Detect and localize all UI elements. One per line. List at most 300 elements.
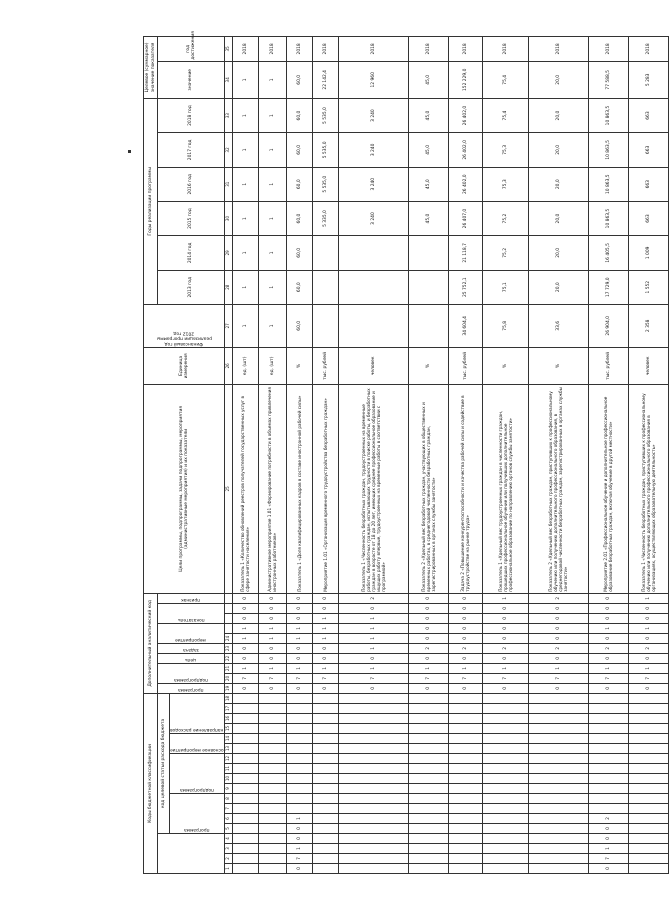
budget-code-cell: 1: [286, 844, 312, 854]
budget-code-cell: 0: [588, 864, 628, 874]
unit-column-header: Единица измерения: [144, 347, 225, 384]
budget-code-cell: [628, 854, 668, 864]
row-year-value: 1: [258, 236, 286, 270]
budget-code-cell: 0: [588, 824, 628, 834]
budget-code-cell: [482, 774, 528, 784]
column-number: 22: [224, 653, 232, 663]
row-final-value: 20,0: [528, 61, 588, 98]
row-unit: %: [528, 347, 588, 384]
budget-code-cell: [286, 744, 312, 754]
row-year-value: 75,2: [482, 201, 528, 235]
row-year-value: 3 240: [338, 167, 408, 201]
row-year-value: 5 535,0: [312, 133, 338, 167]
budget-code-cell: [232, 784, 258, 794]
row-year-value: 1: [258, 133, 286, 167]
analytic-code-cell: 0: [232, 683, 258, 693]
budget-code-cell: [482, 844, 528, 854]
budget-code-cell: [628, 734, 668, 744]
row-unit: тыс. рублей: [312, 347, 338, 384]
act-col-goal: цель: [158, 653, 225, 663]
analytic-code-cell: 0: [528, 633, 588, 643]
budget-code-cell: [338, 714, 408, 724]
budget-code-cell: [312, 764, 338, 774]
budget-code-cell: [448, 764, 482, 774]
year-2016-header: 2016 год: [158, 167, 225, 201]
row-final-year: 2018: [528, 37, 588, 62]
row-year-value: 16 405,5: [588, 236, 628, 270]
analytic-code-cell: 7: [448, 673, 482, 683]
code-col-main-event: основное мероприятие: [170, 734, 225, 754]
row-funding-2012: 33,6: [528, 304, 588, 347]
budget-code-cell: [232, 854, 258, 864]
budget-code-cell: [448, 814, 482, 824]
budget-code-cell: [258, 724, 286, 734]
budget-code-cell: [482, 814, 528, 824]
budget-code-cell: [482, 864, 528, 874]
budget-code-cell: [232, 764, 258, 774]
budget-code-cell: [448, 854, 482, 864]
row-final-year: 2018: [448, 37, 482, 62]
budget-code-cell: [338, 764, 408, 774]
column-number: 13: [224, 744, 232, 754]
analytic-code-cell: 0: [482, 633, 528, 643]
analytic-code-cell: 1: [312, 623, 338, 633]
row-year-value: 20,0: [528, 98, 588, 132]
budget-code-cell: [528, 834, 588, 844]
analytic-code-cell: 1: [258, 633, 286, 643]
row-name: Мероприятие 2.01 «Профессиональное обучение и дополнительное профессиональное образование безработных граждан, включая обучение в другой местности»: [588, 384, 628, 593]
budget-code-cell: [482, 784, 528, 794]
budget-code-cell: [482, 824, 528, 834]
analytic-code-cell: 7: [528, 673, 588, 683]
row-year-value: 663: [628, 201, 668, 235]
row-final-value: 45,0: [408, 61, 448, 98]
table-row: [408, 37, 448, 874]
analytic-code-cell: 0: [482, 653, 528, 663]
column-number: 19: [224, 683, 232, 693]
row-year-value: 1: [258, 201, 286, 235]
budget-code-cell: [408, 734, 448, 744]
budget-code-cell: [232, 844, 258, 854]
row-year-value: 75,1: [482, 270, 528, 304]
analytic-code-cell: 0: [312, 683, 338, 693]
row-year-value: 1: [258, 98, 286, 132]
budget-code-cell: [338, 734, 408, 744]
budget-code-cell: [338, 804, 408, 814]
budget-code-cell: [482, 724, 528, 734]
row-final-value: 60,0: [286, 61, 312, 98]
row-year-value: 20,0: [528, 236, 588, 270]
year-2018-header: 2018 год: [158, 98, 225, 132]
analytic-code-cell: 1: [338, 623, 408, 633]
budget-code-cell: [408, 794, 448, 804]
budget-code-cell: [312, 693, 338, 703]
analytic-code-cell: 0: [628, 683, 668, 693]
analytic-code-cell: 0: [528, 623, 588, 633]
analytic-code-cell: 1: [338, 633, 408, 643]
budget-code-cell: [286, 724, 312, 734]
analytic-code-cell: 0: [482, 613, 528, 623]
analytic-code-cell: 2: [628, 643, 668, 653]
row-year-value: 75,3: [482, 133, 528, 167]
analytic-code-cell: 0: [408, 593, 448, 603]
budget-code-cell: [232, 774, 258, 784]
column-number: 10: [224, 774, 232, 784]
row-final-year: 2018: [258, 37, 286, 62]
budget-code-cell: [482, 734, 528, 744]
budget-code-cell: [408, 834, 448, 844]
budget-code-cell: [338, 824, 408, 834]
analytic-code-cell: 0: [588, 653, 628, 663]
column-number: [224, 603, 232, 613]
budget-code-cell: [628, 693, 668, 703]
analytic-code-cell: 0: [588, 613, 628, 623]
row-name: Показатель 2 «Удельный вес безработных граждан, участвующих в общественных и временных работах, в среднегодовой численности безработных граждан, зарегистрированных в органах службы занятости»: [408, 384, 448, 593]
row-year-value: 75,3: [482, 167, 528, 201]
budget-code-cell: 1: [286, 814, 312, 824]
budget-code-cell: [528, 704, 588, 714]
row-final-value: 75,4: [482, 61, 528, 98]
row-year-value: 10 863,5: [588, 133, 628, 167]
analytic-code-cell: 1: [628, 623, 668, 633]
column-number: 5: [224, 824, 232, 834]
budget-code-cell: [628, 754, 668, 764]
budget-code-cell: [258, 844, 286, 854]
analytic-code-cell: 1: [286, 663, 312, 673]
analytic-code-cell: 0: [286, 603, 312, 613]
budget-code-cell: [286, 804, 312, 814]
budget-code-cell: [258, 774, 286, 784]
analytic-code-cell: 2: [528, 643, 588, 653]
budget-code-cell: [482, 764, 528, 774]
row-year-value: [408, 236, 448, 270]
budget-code-cell: [258, 734, 286, 744]
row-funding-2012: 34 604,4: [448, 304, 482, 347]
name-column-header: Цели программы, подпрограммы, задачи подпрограммы, мероприятия (административные мероприятия) и их показатели: [144, 384, 225, 593]
budget-code-cell: [312, 714, 338, 724]
row-name: Мероприятие 1.01 «Организация временного трудоустройства безработных граждан»: [312, 384, 338, 593]
row-funding-2012: 1: [232, 304, 258, 347]
row-year-value: 60,0: [286, 167, 312, 201]
budget-code-cell: [482, 794, 528, 804]
budget-code-cell: [312, 844, 338, 854]
analytic-code-cell: 1: [338, 643, 408, 653]
years-group-header: Годы реализации программы: [144, 98, 158, 304]
budget-code-cell: [408, 804, 448, 814]
row-year-value: 3 240: [338, 133, 408, 167]
row-funding-2012: 26 904,0: [588, 304, 628, 347]
analytic-code-cell: 0: [312, 603, 338, 613]
column-number: 34: [224, 61, 232, 98]
row-year-value: 45,0: [408, 133, 448, 167]
budget-code-cell: [258, 704, 286, 714]
budget-code-cell: [408, 824, 448, 834]
budget-code-cell: [232, 693, 258, 703]
analytic-code-cell: 0: [588, 603, 628, 613]
analytic-code-cell: 0: [286, 613, 312, 623]
analytic-code-cell: 2: [588, 643, 628, 653]
budget-code-cell: [628, 774, 668, 784]
budget-code-cell: [588, 784, 628, 794]
budget-code-cell: [628, 714, 668, 724]
budget-code-cell: [528, 693, 588, 703]
budget-code-cell: [628, 844, 668, 854]
budget-code-cell: [408, 774, 448, 784]
budget-code-cell: [528, 824, 588, 834]
budget-code-cell: [528, 734, 588, 744]
budget-code-cell: [408, 724, 448, 734]
row-year-value: [312, 236, 338, 270]
budget-code-cell: [312, 734, 338, 744]
row-year-value: 1 552: [628, 270, 668, 304]
budget-code-cell: [448, 724, 482, 734]
analytic-code-cell: 0: [482, 603, 528, 613]
budget-code-cell: [312, 804, 338, 814]
budget-code-cell: [482, 714, 528, 724]
analytic-code-cell: 0: [448, 633, 482, 643]
row-final-year: 2018: [408, 37, 448, 62]
budget-code-cell: [312, 774, 338, 784]
budget-code-cell: [338, 864, 408, 874]
row-name: Показатель 1 «Доля квалифицированных кадров в составе иностранной рабочей силы»: [286, 384, 312, 593]
budget-code-cell: [312, 794, 338, 804]
table-row: [628, 37, 668, 874]
analytic-code-cell: 0: [628, 613, 668, 623]
column-number: [224, 613, 232, 623]
row-year-value: 5 335,0: [312, 201, 338, 235]
row-year-value: 1 009: [628, 236, 668, 270]
budget-code-cell: [312, 704, 338, 714]
funding-2012-header: Финансовый год реализации программы 2012 год: [144, 304, 225, 347]
column-number: 9: [224, 784, 232, 794]
budget-code-cell: [482, 693, 528, 703]
column-number-row: [224, 37, 232, 874]
table-row: [232, 37, 258, 874]
budget-code-cell: [628, 724, 668, 734]
analytic-code-cell: 0: [338, 683, 408, 693]
row-funding-2012: [312, 304, 338, 347]
budget-code-cell: [628, 784, 668, 794]
analytic-code-cell: 0: [408, 613, 448, 623]
row-final-year: 2018: [338, 37, 408, 62]
target-article-header: код целевой статьи расхода бюджета: [158, 693, 170, 833]
analytic-code-cell: 0: [258, 643, 286, 653]
column-number: 3: [224, 844, 232, 854]
column-number: 26: [224, 347, 232, 384]
analytic-code-cell: 0: [312, 643, 338, 653]
budget-code-cell: [448, 864, 482, 874]
analytic-code-cell: 0: [258, 613, 286, 623]
act-col-task: задача: [158, 643, 225, 653]
budget-code-cell: [338, 774, 408, 784]
table-row: [448, 37, 482, 874]
table-row: [528, 37, 588, 874]
analytic-code-cell: 1: [338, 613, 408, 623]
row-year-value: 45,0: [408, 201, 448, 235]
analytic-code-cell: 2: [338, 593, 408, 603]
budget-code-cell: [258, 864, 286, 874]
row-year-value: [338, 270, 408, 304]
budget-code-cell: [588, 744, 628, 754]
row-funding-2012: 1: [258, 304, 286, 347]
budget-code-cell: [628, 704, 668, 714]
row-year-value: 3 240: [338, 201, 408, 235]
analytic-code-cell: 1: [312, 663, 338, 673]
budget-code-cell: [338, 693, 408, 703]
budget-code-cell: [588, 724, 628, 734]
budget-code-cell: [232, 754, 258, 764]
budget-code-cell: [528, 844, 588, 854]
analytic-code-cell: 0: [448, 603, 482, 613]
analytic-code-cell: 1: [232, 623, 258, 633]
column-number: 11: [224, 764, 232, 774]
row-unit: %: [482, 347, 528, 384]
analytic-code-cell: 0: [258, 653, 286, 663]
final-year-col-header: год достижения: [158, 37, 225, 62]
budget-code-cell: [258, 824, 286, 834]
row-unit: тыс. рублей: [588, 347, 628, 384]
budget-code-cell: [312, 814, 338, 824]
budget-code-cell: [528, 784, 588, 794]
program-indicators-table: [143, 31, 669, 874]
row-unit: %: [286, 347, 312, 384]
budget-code-cell: [448, 844, 482, 854]
analytic-code-cell: 0: [312, 653, 338, 663]
rotated-table-wrapper: [143, 31, 656, 874]
row-year-value: 1: [232, 167, 258, 201]
row-funding-2012: [408, 304, 448, 347]
year-2013-header: 2013 год: [158, 270, 225, 304]
budget-code-cell: [628, 764, 668, 774]
budget-code-cell: [258, 784, 286, 794]
budget-code-cell: [408, 754, 448, 764]
act-col-subprogram: подпрограмма: [158, 663, 225, 683]
row-year-value: 1: [232, 98, 258, 132]
budget-code-cell: [232, 724, 258, 734]
document-sheet: [143, 31, 656, 874]
budget-code-cell: [286, 754, 312, 764]
budget-code-cell: [258, 744, 286, 754]
row-final-value: 77 588,5: [588, 61, 628, 98]
budget-code-cell: [286, 693, 312, 703]
analytic-code-cell: 2: [528, 593, 588, 603]
budget-code-cell: [448, 774, 482, 784]
row-year-value: 21 118,7: [448, 236, 482, 270]
analytic-code-cell: 0: [448, 593, 482, 603]
budget-code-cell: [448, 754, 482, 764]
analytic-code-cell: 1: [482, 593, 528, 603]
budget-code-cell: [232, 864, 258, 874]
analytic-code-cell: 7: [482, 673, 528, 683]
row-funding-2012: 60,0: [286, 304, 312, 347]
analytic-code-cell: 0: [232, 653, 258, 663]
budget-code-cell: [628, 824, 668, 834]
row-year-value: 1: [232, 236, 258, 270]
row-name: Показатель 1 «Численность безработных граждан, приступивших к профессиональному обучению или получению дополнительного профессионального образования в организациях, осуществляющих образовательную деятельность»: [628, 384, 668, 593]
analytic-code-cell: 1: [232, 633, 258, 643]
analytic-code-cell: 0: [628, 653, 668, 663]
budget-code-cell: [338, 854, 408, 864]
row-year-value: 5 535,0: [312, 98, 338, 132]
budget-code-cell: [448, 834, 482, 844]
analytic-code-cell: 0: [286, 653, 312, 663]
row-year-value: 25 752,1: [448, 270, 482, 304]
column-number: 25: [224, 384, 232, 593]
act-col-flag: признак: [158, 593, 225, 603]
budget-code-cell: [232, 714, 258, 724]
column-number: 1: [224, 864, 232, 874]
row-name: Показатель 1 «Численность безработных граждан, трудоустроенных на временные работы, безработных граждан, испытывающих трудности в поиске работы, и безработных граждан в возрасте от 18 до 20 лет, имеющих среднее профессиональное образование и ищущих работу впервые, трудоустроенных на временные работы в соответствии с программой»: [338, 384, 408, 593]
budget-code-cell: [338, 844, 408, 854]
budget-code-cell: [338, 784, 408, 794]
row-final-value: 152 229,0: [448, 61, 482, 98]
budget-code-cell: [258, 814, 286, 824]
row-year-value: 1: [258, 270, 286, 304]
analytic-code-cell: 1: [628, 593, 668, 603]
budget-code-cell: [312, 724, 338, 734]
budget-code-cell: [286, 734, 312, 744]
budget-code-cell: [338, 724, 408, 734]
code-col-subprogram: подпрограмма: [170, 754, 225, 794]
budget-code-cell: 0: [286, 864, 312, 874]
budget-code-cell: [482, 744, 528, 754]
row-year-value: 663: [628, 133, 668, 167]
budget-code-cell: [286, 704, 312, 714]
budget-code-cell: [258, 714, 286, 724]
row-year-value: 26 402,0: [448, 167, 482, 201]
analytic-code-cell: 0: [408, 653, 448, 663]
budget-code-cell: [258, 693, 286, 703]
row-name: Показатель 1 «Количество обновлений реестров получателей государственных услуг в сфере занятости населения»: [232, 384, 258, 593]
column-number: 8: [224, 794, 232, 804]
budget-code-cell: [408, 764, 448, 774]
analytic-code-cell: 1: [338, 663, 408, 673]
budget-code-cell: [528, 814, 588, 824]
budget-code-cell: [408, 714, 448, 724]
column-number: [224, 623, 232, 633]
budget-code-cell: [312, 784, 338, 794]
budget-code-cell: [588, 704, 628, 714]
analytic-code-cell: 1: [232, 663, 258, 673]
budget-code-cell: [482, 854, 528, 864]
budget-code-cell: [338, 834, 408, 844]
budget-code-cell: [588, 693, 628, 703]
column-number: 30: [224, 201, 232, 235]
analytic-code-cell: 7: [312, 673, 338, 683]
analytic-code-cell: 0: [408, 633, 448, 643]
budget-code-cell: [628, 804, 668, 814]
budget-code-cell: [408, 814, 448, 824]
budget-code-cell: [448, 704, 482, 714]
budget-code-cell: [448, 744, 482, 754]
analytic-code-cell: 0: [528, 683, 588, 693]
budget-code-cell: [232, 804, 258, 814]
row-final-year: 2018: [232, 37, 258, 62]
column-number: 2: [224, 854, 232, 864]
column-number: 20: [224, 673, 232, 683]
budget-code-cell: [258, 804, 286, 814]
table-row: [286, 37, 312, 874]
table-row: [338, 37, 408, 874]
row-year-value: 10 863,5: [588, 98, 628, 132]
budget-code-cell: [286, 784, 312, 794]
column-number: 29: [224, 236, 232, 270]
row-final-value: 5 283: [628, 61, 668, 98]
column-number: 35: [224, 37, 232, 62]
row-year-value: 1: [258, 167, 286, 201]
column-number: 16: [224, 714, 232, 724]
budget-code-cell: [448, 734, 482, 744]
